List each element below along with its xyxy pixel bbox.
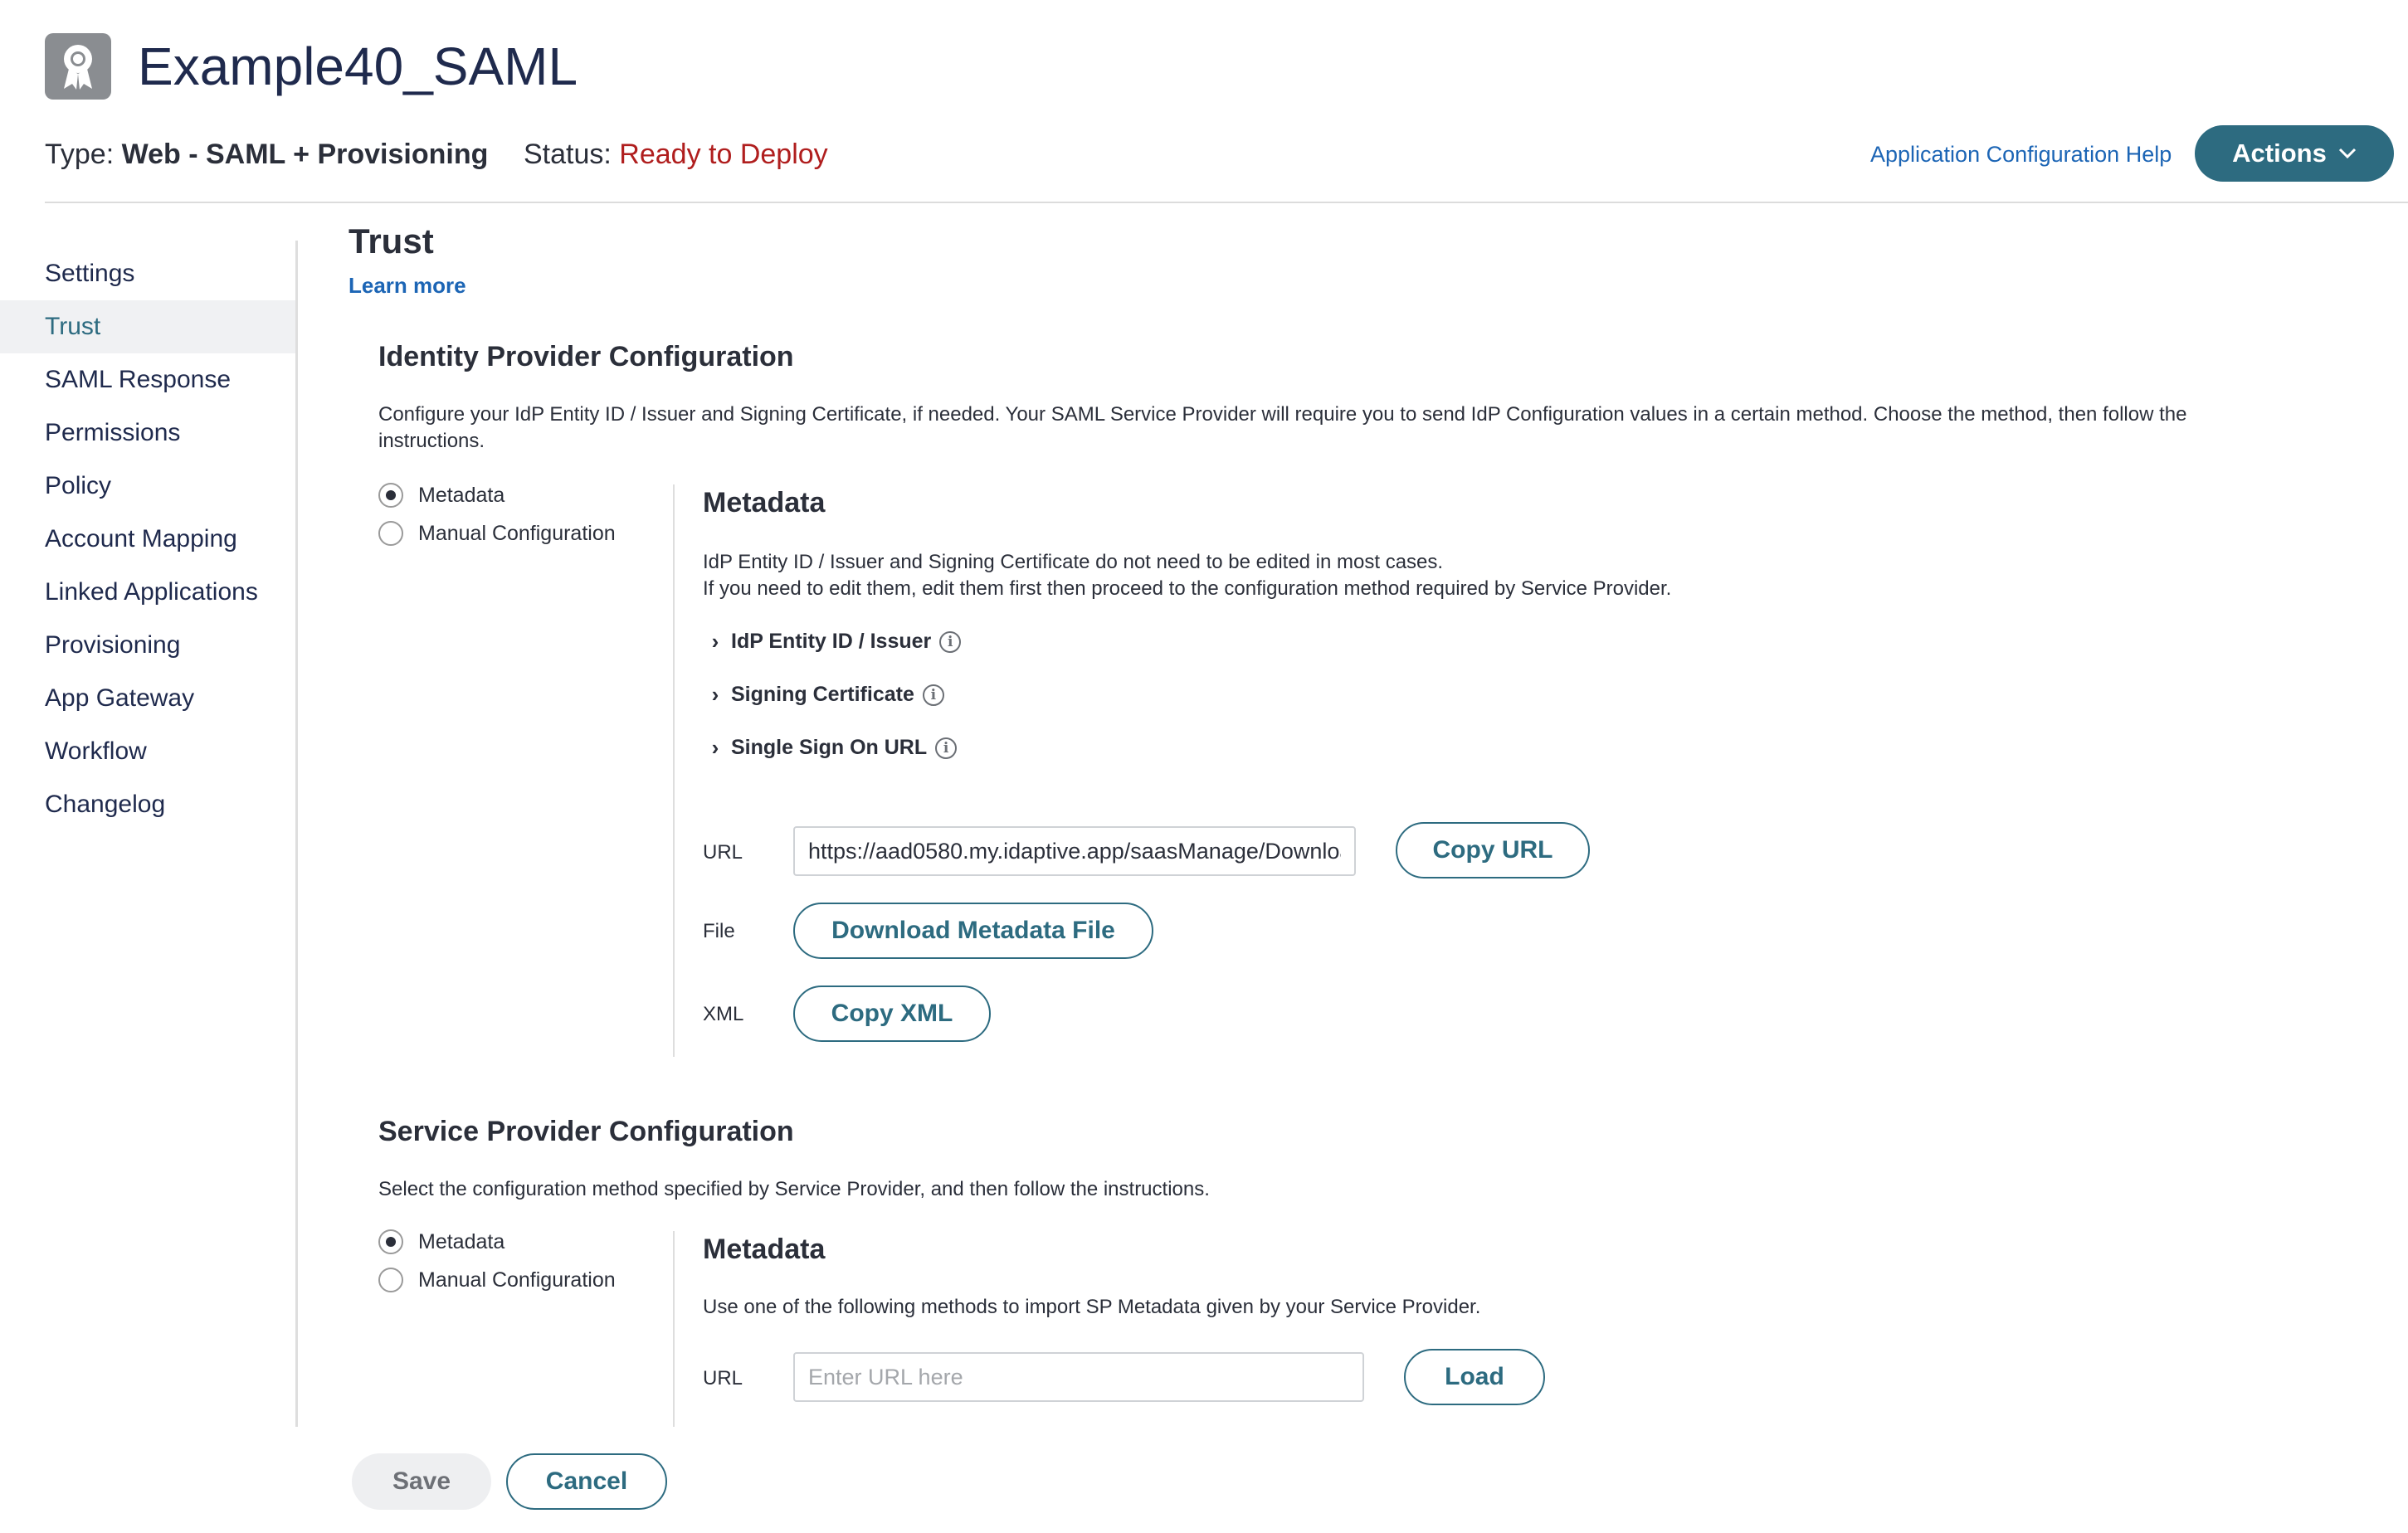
chevron-right-icon: › (711, 735, 719, 760)
sp-panel-divider (673, 1231, 675, 1427)
sidebar (0, 241, 298, 1427)
chevron-right-icon: › (711, 682, 719, 707)
copy-url-button[interactable]: Copy URL (1396, 822, 1590, 878)
radio-button[interactable] (378, 1268, 403, 1292)
sp-url-label: URL (703, 1367, 743, 1389)
expander-label: IdP Entity ID / Issuer (731, 630, 932, 653)
expander-signing-certificate[interactable] (708, 682, 944, 708)
radio-label: Metadata (418, 1229, 505, 1253)
chevron-right-icon: › (711, 629, 719, 654)
idp-panel-divider (673, 484, 675, 1057)
load-button[interactable]: Load (1404, 1349, 1545, 1405)
type-label: Type: (45, 139, 115, 170)
radio-label: Manual Configuration (418, 521, 616, 545)
copy-xml-button[interactable]: Copy XML (793, 986, 991, 1042)
idp-url-label: URL (703, 841, 743, 864)
chevron-down-icon (2338, 148, 2357, 159)
sp-metadata-url-input[interactable] (793, 1352, 1364, 1402)
idp-metadata-line2: If you need to edit them, edit them first then proceed to the configuration method required by Service Provider. (703, 577, 1672, 600)
idp-metadata-line1: IdP Entity ID / Issuer and Signing Certificate do not need to be edited in most cases. (703, 551, 1444, 573)
expander-idp-entity-id[interactable] (708, 629, 961, 655)
expander-sso-url[interactable] (708, 735, 957, 761)
sidebar-item-changelog[interactable]: Changelog (45, 791, 166, 818)
status-value: Ready to Deploy (619, 139, 828, 170)
type-value: Web - SAML + Provisioning (121, 139, 489, 170)
app-config-help-link[interactable]: Application Configuration Help (1870, 142, 2172, 167)
idp-metadata-url-field[interactable] (793, 826, 1356, 876)
sp-metadata-heading: Metadata (703, 1234, 826, 1265)
sidebar-item-permissions[interactable]: Permissions (45, 419, 181, 446)
radio-button[interactable] (378, 483, 403, 508)
sp-radio-metadata[interactable] (378, 1229, 505, 1254)
radio-label: Metadata (418, 483, 505, 507)
sidebar-item-workflow[interactable]: Workflow (45, 737, 147, 765)
learn-more-link[interactable]: Learn more (349, 273, 466, 298)
info-icon[interactable]: i (923, 684, 944, 706)
app-status (524, 136, 828, 173)
sp-radio-manual[interactable] (378, 1268, 616, 1292)
page-title: Trust (349, 221, 434, 260)
sidebar-item-linked-applications[interactable]: Linked Applications (45, 578, 258, 606)
app-type (45, 136, 488, 173)
sidebar-item-policy[interactable]: Policy (45, 472, 112, 499)
idp-file-label: File (703, 920, 735, 942)
info-icon[interactable]: i (935, 737, 957, 759)
sidebar-item-account-mapping[interactable]: Account Mapping (45, 525, 237, 552)
idp-config-description: Configure your IdP Entity ID / Issuer and Signing Certificate, if needed. Your SAML Service Provider will require you to send IdP Configuration values in a certain method. Choose the method, then follow the instructions. (378, 403, 2187, 452)
idp-radio-metadata[interactable] (378, 483, 505, 508)
idp-config-heading: Identity Provider Configuration (378, 341, 794, 372)
header-divider (45, 202, 2408, 203)
idp-metadata-heading: Metadata (703, 487, 826, 518)
info-icon[interactable]: i (939, 631, 961, 653)
app-logo (45, 33, 111, 100)
sidebar-item-app-gateway[interactable]: App Gateway (45, 684, 195, 712)
status-label: Status: (524, 139, 612, 170)
radio-label: Manual Configuration (418, 1268, 616, 1292)
cancel-button[interactable]: Cancel (506, 1453, 667, 1510)
actions-label: Actions (2232, 139, 2327, 168)
download-metadata-button[interactable]: Download Metadata File (793, 903, 1153, 959)
sp-config-heading: Service Provider Configuration (378, 1116, 794, 1147)
radio-button[interactable] (378, 1229, 403, 1254)
sidebar-item-settings[interactable]: Settings (45, 260, 135, 287)
save-button[interactable]: Save (352, 1453, 491, 1510)
idp-xml-label: XML (703, 1003, 744, 1025)
sidebar-item-trust[interactable]: Trust (0, 300, 295, 353)
sp-metadata-text: Use one of the following methods to import SP Metadata given by your Service Provider. (703, 1296, 1481, 1318)
idp-radio-manual[interactable] (378, 521, 616, 546)
expander-label: Single Sign On URL (731, 736, 928, 759)
app-title: Example40_SAML (138, 36, 578, 96)
expander-label: Signing Certificate (731, 683, 914, 706)
radio-button[interactable] (378, 521, 403, 546)
actions-button[interactable] (2195, 125, 2394, 182)
sidebar-item-saml-response[interactable]: SAML Response (45, 366, 232, 393)
sp-config-description: Select the configuration method specified by Service Provider, and then follow the instructions. (378, 1178, 1210, 1200)
award-ribbon-icon (59, 42, 97, 90)
sidebar-item-provisioning[interactable]: Provisioning (45, 631, 181, 659)
